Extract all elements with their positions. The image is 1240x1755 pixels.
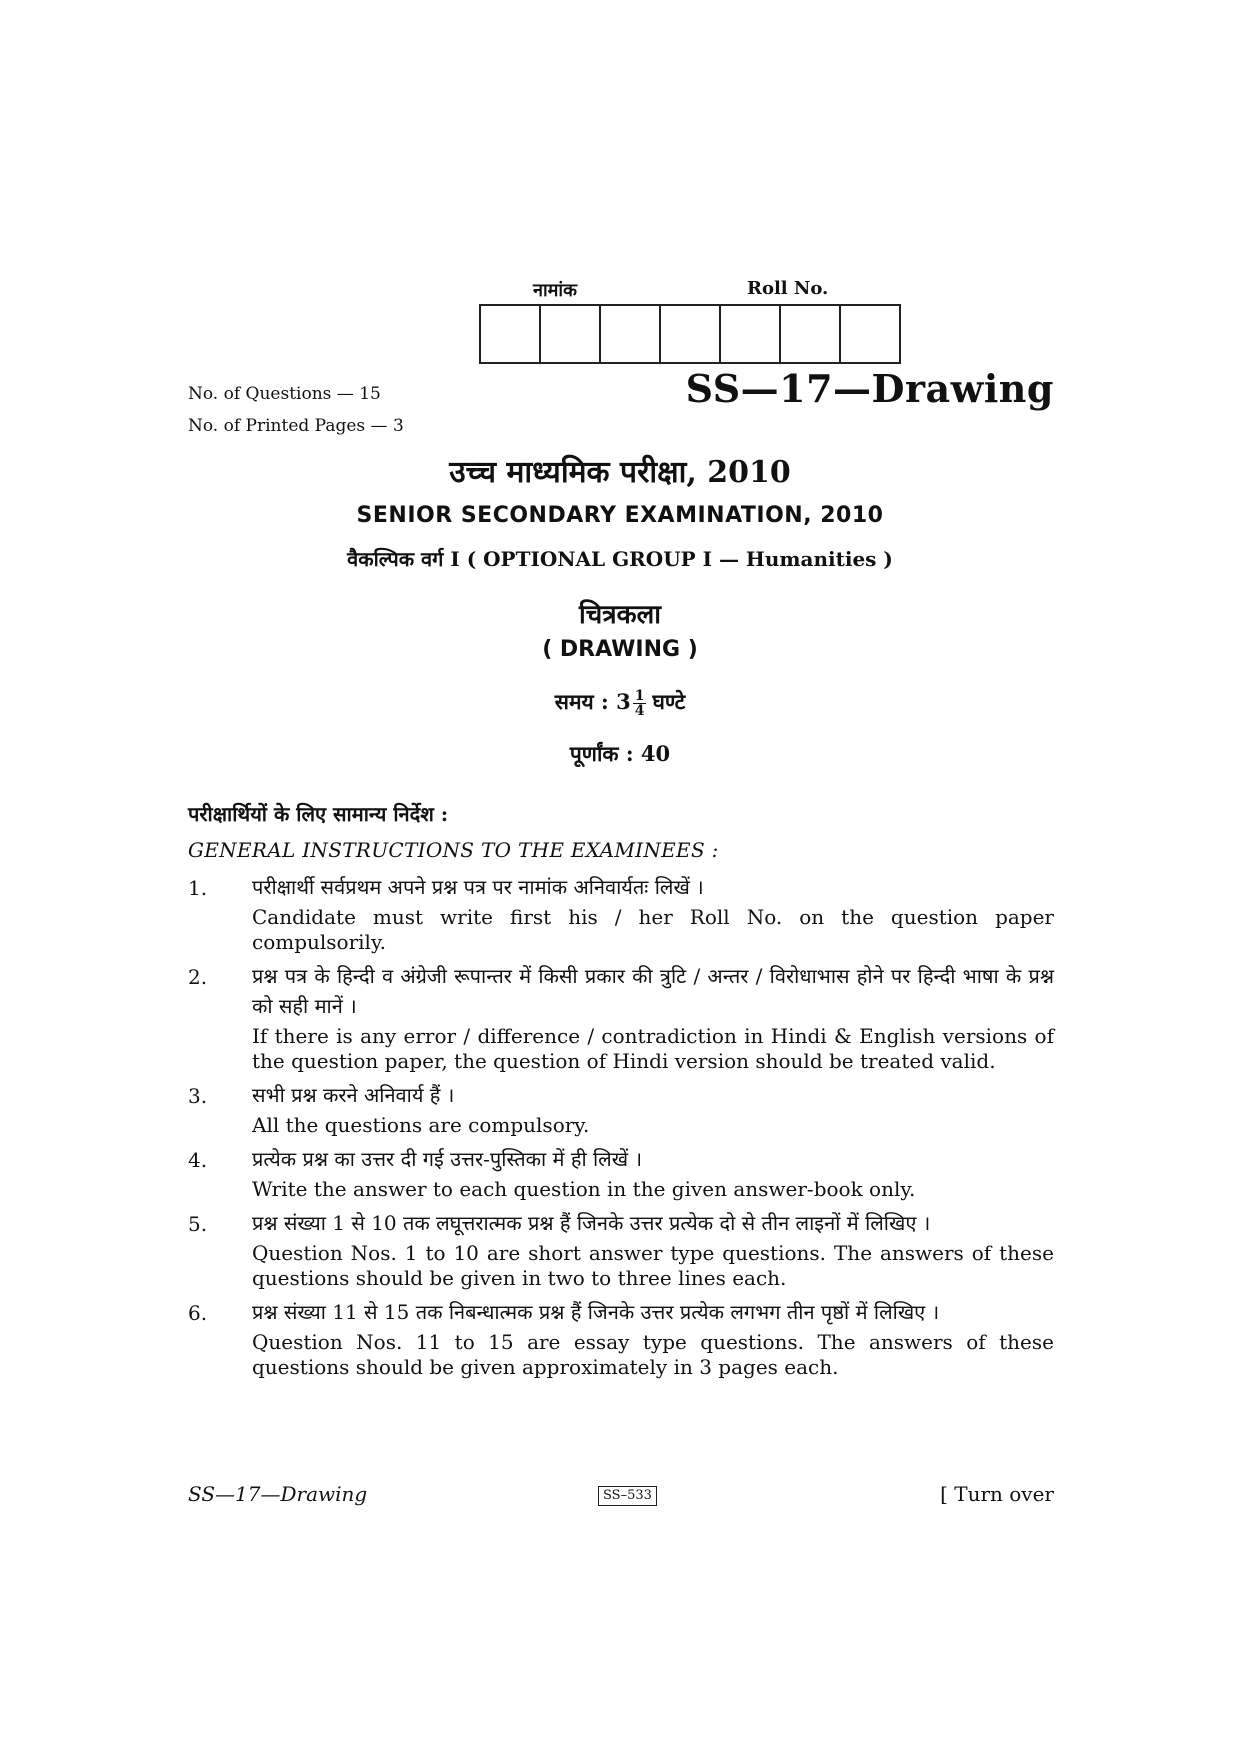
group-english: ( OPTIONAL GROUP I — Humanities ) [466,547,893,571]
instruction-number: 1. [188,876,208,900]
instruction-hindi: सभी प्रश्न करने अनिवार्य हैं । [252,1083,455,1107]
fraction-denominator: 4 [634,703,645,719]
instruction-english: Question Nos. 1 to 10 are short answer type questions. The answers of these questions should be given in two to three lines each. [252,1241,1054,1290]
roll-digit-box[interactable] [719,304,781,364]
page-count: No. of Printed Pages — 3 [188,416,404,436]
turn-over-note: [ Turn over [940,1482,1054,1506]
instruction-english: Candidate must write first his / her Roll No. on the question paper compulsorily. [252,905,1054,954]
instruction-hindi: प्रत्येक प्रश्न का उत्तर दी गई उत्तर-पुस्तिका में ही लिखें । [252,1147,643,1171]
instruction-item [188,1208,1054,1291]
instruction-item [188,872,1054,955]
instruction-item [188,1080,1054,1138]
instruction-english: All the questions are compulsory. [252,1113,590,1137]
instruction-english: Question Nos. 11 to 15 are essay type questions. The answers of these questions should be given approximately in 3 pages each. [252,1330,1054,1379]
instruction-item [188,1144,1054,1202]
instruction-hindi: प्रश्न संख्या 1 से 10 तक लघूत्तरात्मक प्रश्न हैं जिनके उत्तर प्रत्येक दो से तीन लाइनों में लिखिए । [252,1211,931,1235]
instruction-number: 5. [188,1212,208,1236]
time-label: समय : 3 [554,689,631,714]
instruction-number: 2. [188,965,208,989]
instruction-hindi: परीक्षार्थी सर्वप्रथम अपने प्रश्न पत्र पर नामांक अनिवार्यतः लिखें । [252,875,704,899]
subject-hindi: चित्रकला [579,600,661,630]
roll-digit-box[interactable] [779,304,841,364]
group-hindi: वैकल्पिक वर्ग I [347,547,460,571]
roll-number-block [479,278,899,362]
instruction-hindi: प्रश्न संख्या 11 से 15 तक निबन्धात्मक प्रश्न हैं जिनके उत्तर प्रत्येक लगभग तीन पृष्ठों में लिखिए । [252,1300,940,1324]
exam-title-english: SENIOR SECONDARY EXAMINATION, 2010 [356,503,884,528]
footer-serial-code: SS–533 [598,1486,657,1506]
paper-code: SS—17—Drawing [685,366,1054,411]
instruction-number: 3. [188,1084,208,1108]
subject-english: ( DRAWING ) [542,637,698,662]
exam-title-hindi: उच्च माध्यमिक परीक्षा, 2010 [449,455,791,490]
time-unit: घण्टे [652,689,686,714]
instruction-item [188,1297,1054,1380]
instruction-english: If there is any error / difference / contradiction in Hindi & English versions of the question paper, the question of Hindi version should be treated valid. [252,1024,1054,1073]
time-fraction [633,689,647,718]
roll-digit-box[interactable] [839,304,901,364]
exam-time [0,688,1240,718]
instructions-list [188,872,1054,1386]
question-count: No. of Questions — 15 [188,384,381,404]
roll-digit-box[interactable] [539,304,601,364]
roll-digit-box[interactable] [599,304,661,364]
roll-number-boxes [479,304,901,364]
instructions-heading-hindi: परीक्षार्थियों के लिए सामान्य निर्देश : [188,802,449,826]
roll-digit-box[interactable] [659,304,721,364]
instruction-english: Write the answer to each question in the given answer-book only. [252,1177,916,1201]
full-marks: पूर्णांक : 40 [569,741,671,766]
optional-group [0,545,1240,572]
instruction-item [188,961,1054,1074]
roll-label-english: Roll No. [747,278,829,299]
roll-label-hindi: नामांक [533,280,577,301]
instruction-hindi: प्रश्न पत्र के हिन्दी व अंग्रेजी रूपान्तर में किसी प्रकार की त्रुटि / अन्तर / विरोधाभास होने पर हिन्दी भाषा के प्रश्न को सही मानें । [252,964,1054,1018]
instruction-number: 6. [188,1301,208,1325]
footer-paper-code: SS—17—Drawing [188,1482,368,1506]
fraction-numerator: 1 [634,688,645,704]
instructions-heading-english: GENERAL INSTRUCTIONS TO THE EXAMINEES : [188,838,719,862]
instruction-number: 4. [188,1148,208,1172]
roll-digit-box[interactable] [479,304,541,364]
